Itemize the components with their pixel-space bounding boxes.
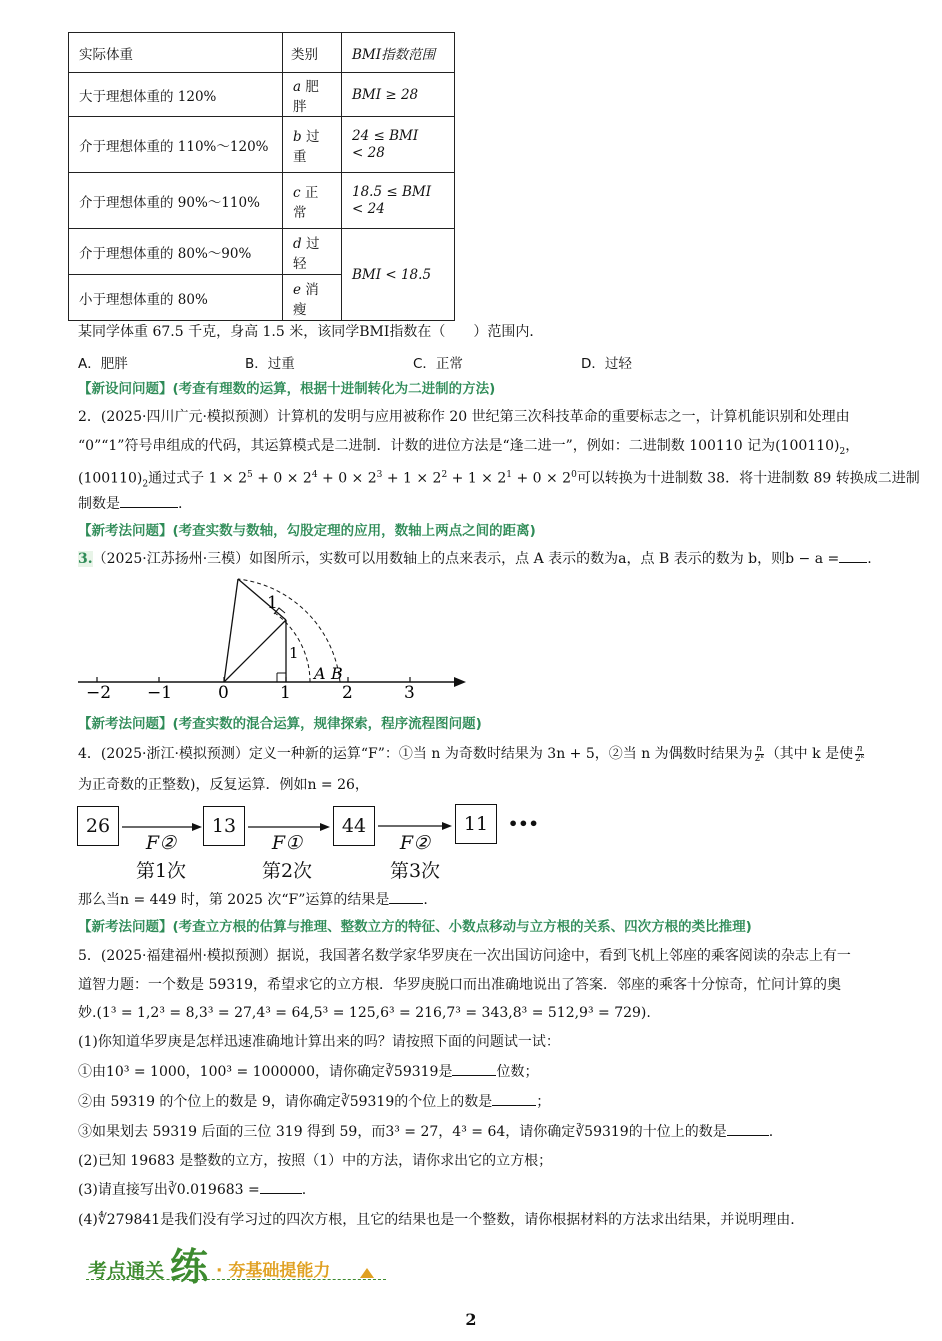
q4-line2: 为正奇数的正整数)，反复运算．例如n = 26，	[78, 777, 369, 793]
tick-label: 1	[280, 683, 291, 703]
tick-label: −2	[86, 683, 112, 703]
row-range: BMI < 18.5	[342, 229, 455, 321]
row-category: c 正常	[283, 173, 342, 229]
flow-ellipsis: •••	[508, 814, 539, 833]
row-range: 24 ≤ BMI < 28	[342, 117, 455, 173]
row-weight: 小于理想体重的 80%	[69, 275, 283, 321]
row-weight: 大于理想体重的 120%	[69, 73, 283, 117]
tick-label: 0	[218, 683, 229, 703]
q3-text: 3.（2025·江苏扬州·三模）如图所示，实数可以用数轴上的点来表示，点 A 表示的数为a，点 B 表示的数为 b，则b − a = .	[78, 551, 872, 567]
q5-part1c: ③如果划去 59319 后面的三位 319 得到 59，而3³ = 27，4³ = 64，请你确定∛59319的十位上的数是 .	[78, 1124, 774, 1140]
flow-box: 44	[333, 806, 375, 846]
number-line-figure	[70, 575, 480, 705]
q5-part1: (1)你知道华罗庚是怎样迅速准确地计算出来的吗？请按照下面的问题试一试：	[78, 1034, 560, 1050]
flow-step: 第3次	[389, 860, 441, 882]
q4-line3: 那么当n = 449 时，第 2025 次“F”运算的结果是 .	[78, 892, 428, 908]
q2-line4: 制数是 .	[78, 496, 183, 512]
tag-q2: 【新设问问题】(考查有理数的运算，根据十进制转化为二进制的方法)	[78, 381, 496, 397]
q5-line3: 妙.(1³ = 1,2³ = 8,3³ = 27,4³ = 64,5³ = 125,6³ = 216,7³ = 343,8³ = 512,9³ = 729).	[78, 1005, 651, 1021]
row-weight: 介于理想体重的 90%～110%	[69, 173, 283, 229]
header-range: BMI指数范围	[342, 33, 455, 73]
q2-line3: $(100110)_2$通过式子 $1 \times 2^5 + 0 \times 2^4 + 0 \times 2^3 + 1 \times 2^2 + 1 \times 2^1 + 0 \times 2^0$可以转换为十进制数 38．将十进制数 89 转换成二进制	[78, 470, 920, 490]
row-weight: 介于理想体重的 80%～90%	[69, 229, 283, 275]
q5-part2: (2)已知 19683 是整数的立方，按照（1）中的方法，请你求出它的立方根；	[78, 1153, 553, 1169]
bmi-table	[68, 32, 455, 321]
header-weight: 实际体重	[69, 33, 283, 73]
banner-big-char: 练	[170, 1244, 209, 1289]
header-category: 类别	[283, 33, 342, 73]
banner-text-1: 考点通关	[88, 1260, 165, 1282]
q1-option-b[interactable]: B．过重	[245, 356, 295, 372]
label-A: A	[314, 664, 326, 683]
q2-line2: “0”“1”符号串组成的代码，其运算模式是二进制．计数的进位方法是“逢二进一”，例如：二进制数 100110 记为$(100110)_2$，	[78, 438, 860, 457]
row-category: d 过轻	[283, 229, 342, 275]
label-one-vertical: 1	[289, 644, 299, 662]
flow-step: 第1次	[135, 860, 187, 882]
row-range: 18.5 ≤ BMI < 24	[342, 173, 455, 229]
tick-label: 3	[404, 683, 415, 703]
q5-part1a: ①由10³ = 1000，100³ = 1000000，请你确定∛59319是 位数；	[78, 1064, 539, 1080]
flow-op: F②	[145, 832, 177, 854]
row-range: BMI ≥ 28	[342, 73, 455, 117]
flow-box: 11	[455, 804, 497, 844]
banner-text-2: · 夯基础提能力	[216, 1261, 331, 1281]
row-category: e 消瘦	[283, 275, 342, 321]
row-weight: 介于理想体重的 110%～120%	[69, 117, 283, 173]
tag-q5: 【新考法问题】(考查立方根的估算与推理、整数立方的特征、小数点移动与立方根的关系、四次方根的类比推理)	[78, 919, 752, 935]
label-B: B	[331, 664, 343, 683]
tick-label: 2	[342, 683, 353, 703]
q1-text: 某同学体重 67.5 千克，身高 1.5 米，该同学BMI指数在（ ）范围内．	[78, 324, 544, 340]
label-one-slant: 1	[267, 593, 278, 613]
flow-box: 13	[203, 806, 245, 846]
q2-line1: 2．(2025·四川广元·模拟预测）计算机的发明与应用被称作 20 世纪第三次科技革命的重要标志之一，计算机能识别和处理由	[78, 409, 850, 425]
row-category: b 过重	[283, 117, 342, 173]
q5-part3: (3)请直接写出∛0.019683 = .	[78, 1182, 307, 1198]
tag-q4: 【新考法问题】(考查实数的混合运算，规律探索，程序流程图问题)	[78, 716, 482, 732]
q5-line2: 道智力题：一个数是 59319，希望求它的立方根．华罗庚脱口而出准确地说出了答案．邻座的乘客十分惊奇，忙问计算的奥	[78, 977, 841, 993]
flow-step: 第2次	[261, 860, 313, 882]
row-category: a 肥胖	[283, 73, 342, 117]
flow-op: F①	[271, 832, 303, 854]
diagonal-line	[224, 620, 286, 682]
page-number: 2	[465, 1310, 477, 1329]
q1-option-a[interactable]: A．肥胖	[78, 356, 128, 372]
q5-line1: 5．(2025·福建福州·模拟预测）据说，我国著名数学家华罗庚在一次出国访问途中，看到飞机上邻座的乘客阅读的杂志上有一	[78, 948, 851, 964]
flow-op: F②	[399, 832, 431, 854]
q1-option-d[interactable]: D．过轻	[581, 356, 632, 372]
mountain-icon	[360, 1268, 374, 1278]
q4-line1: 4．(2025·浙江·模拟预测）定义一种新的运算“F”：①当 n 为奇数时结果为 3n + 5，②当 n 为偶数时结果为 $\frac{n}{\text{2ᵏ}}$ （其中 k 是使 $\frac{n}{\text{2ᵏ}}$	[78, 743, 865, 764]
tag-q3: 【新考法问题】(考查实数与数轴，勾股定理的应用，数轴上两点之间的距离)	[78, 523, 536, 539]
q5-part1b: ②由 59319 的个位上的数是 9，请你确定∛59319的个位上的数是 ；	[78, 1094, 551, 1110]
flow-box: 26	[77, 806, 119, 846]
tick-label: −1	[147, 683, 173, 703]
section-banner	[78, 1240, 396, 1290]
q1-option-c[interactable]: C．正常	[413, 356, 463, 372]
q5-part4: (4)∜279841是我们没有学习过的四次方根，且它的结果也是一个整数，请你根据材料的方法求出结果，并说明理由.	[78, 1212, 795, 1228]
